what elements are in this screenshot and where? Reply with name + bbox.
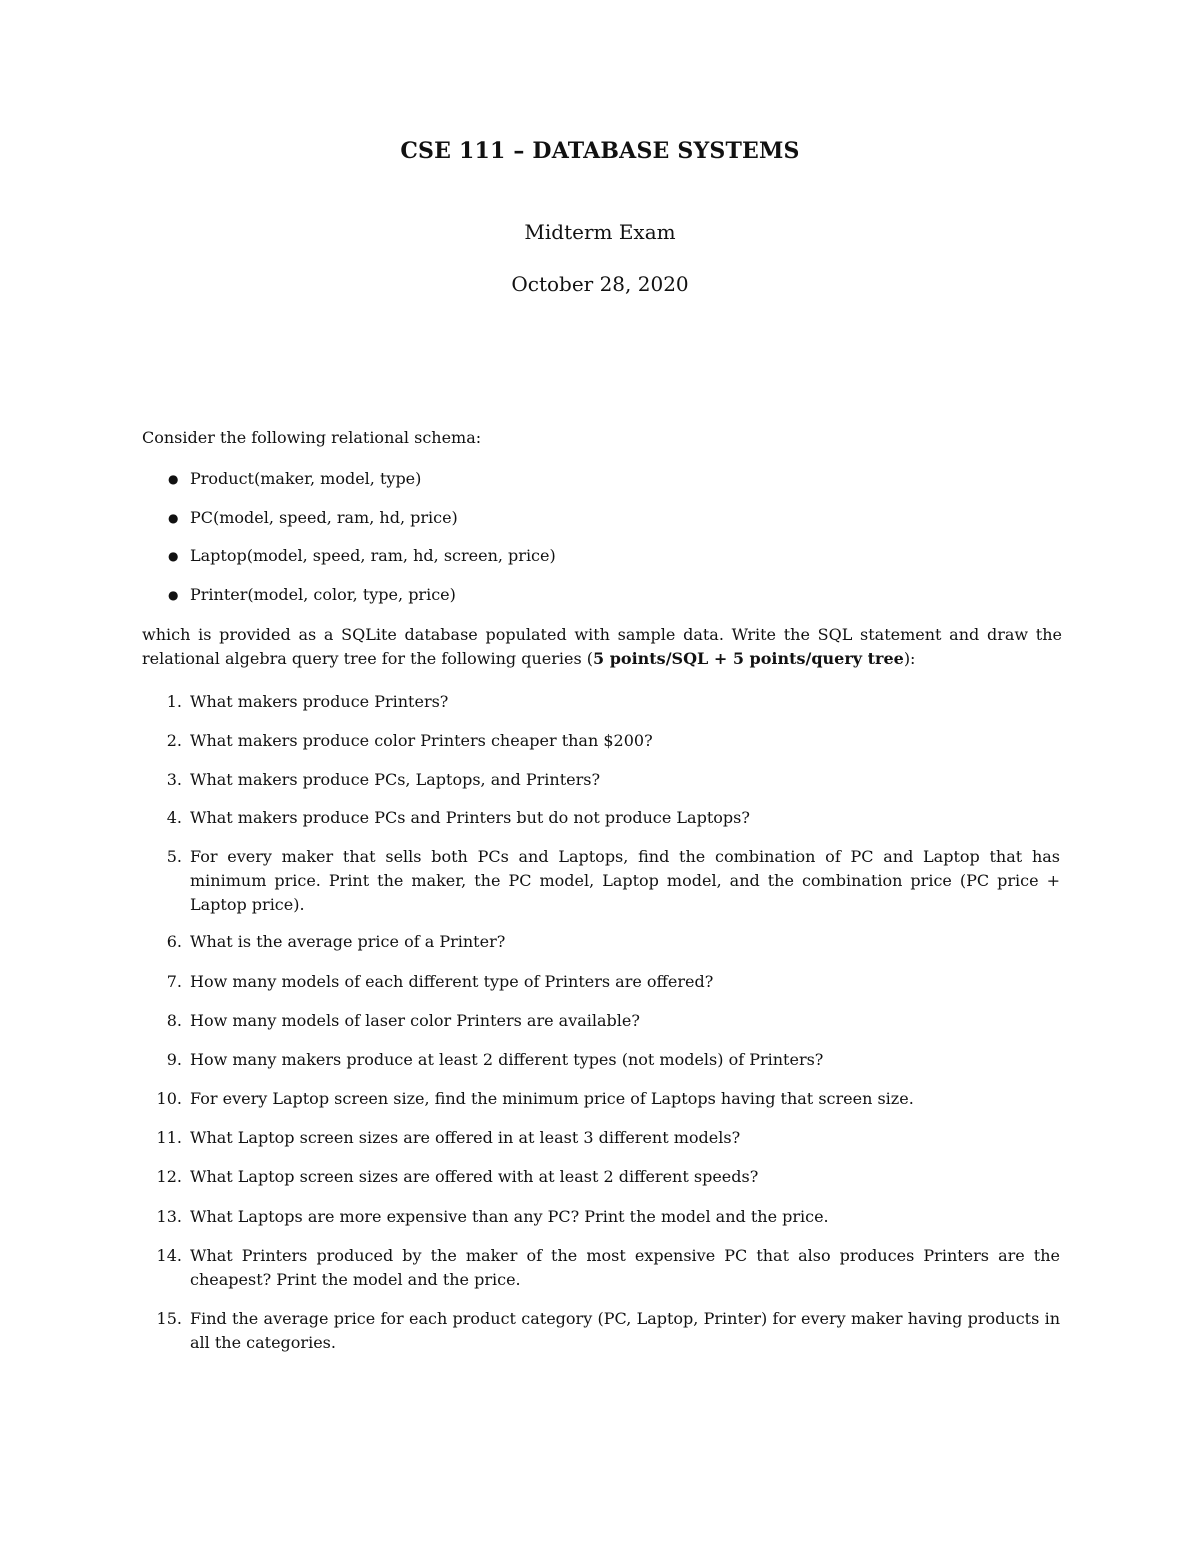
question-number: 8. xyxy=(166,1011,182,1030)
question-number: 12. xyxy=(156,1167,182,1186)
question-number: 11. xyxy=(156,1128,182,1147)
question-text: How many models of each different type of Printers are offered? xyxy=(190,972,714,991)
document-title: CSE 111 – DATABASE SYSTEMS xyxy=(400,138,800,164)
question-text: How many makers produce at least 2 different types (not models) of Printers? xyxy=(190,1050,824,1069)
question-item xyxy=(142,930,1060,954)
bullet-icon: ● xyxy=(168,588,179,602)
schema-item-text: Printer(model, color, type, price) xyxy=(190,585,456,604)
question-item xyxy=(142,690,1060,714)
schema-item xyxy=(168,506,458,530)
schema-item xyxy=(168,583,456,607)
question-text: For every Laptop screen size, find the minimum price of Laptops having that screen size. xyxy=(190,1089,914,1108)
question-number: 15. xyxy=(156,1309,182,1328)
instructions-text-before: which is provided as a SQLite database populated with sample data. Write the SQL statement and draw the relational algebra query tree for the following queries ( xyxy=(142,625,1062,668)
intro-text: Consider the following relational schema: xyxy=(142,428,482,447)
bullet-icon: ● xyxy=(168,511,179,525)
question-text: What is the average price of a Printer? xyxy=(190,932,506,951)
schema-item xyxy=(168,544,556,568)
question-text: What Laptops are more expensive than any PC? Print the model and the price. xyxy=(190,1207,829,1226)
question-item xyxy=(142,1009,1060,1033)
question-text: Find the average price for each product category (PC, Laptop, Printer) for every maker having products in all the categories. xyxy=(190,1309,1060,1352)
question-number: 7. xyxy=(166,972,182,991)
question-text: What Laptop screen sizes are offered with at least 2 different speeds? xyxy=(190,1167,759,1186)
question-text: What makers produce color Printers cheaper than $200? xyxy=(190,731,653,750)
question-number: 4. xyxy=(166,808,182,827)
question-number: 1. xyxy=(166,692,182,711)
question-item xyxy=(142,970,1060,994)
question-number: 9. xyxy=(166,1050,182,1069)
instructions-paragraph xyxy=(142,623,1062,671)
question-item xyxy=(142,845,1060,917)
schema-item-text: Laptop(model, speed, ram, hd, screen, price) xyxy=(190,546,556,565)
question-number: 5. xyxy=(166,847,182,866)
question-item xyxy=(142,1244,1060,1292)
question-number: 14. xyxy=(156,1246,182,1265)
question-item xyxy=(142,768,1060,792)
bullet-icon: ● xyxy=(168,549,179,563)
question-text: What Laptop screen sizes are offered in at least 3 different models? xyxy=(190,1128,741,1147)
instructions-text-after: ): xyxy=(903,649,916,668)
question-item xyxy=(142,1307,1060,1355)
question-number: 3. xyxy=(166,770,182,789)
question-number: 13. xyxy=(156,1207,182,1226)
schema-item-text: PC(model, speed, ram, hd, price) xyxy=(190,508,458,527)
exam-date: October 28, 2020 xyxy=(511,272,689,296)
question-text: What makers produce PCs and Printers but do not produce Laptops? xyxy=(190,808,750,827)
schema-item-text: Product(maker, model, type) xyxy=(190,469,422,488)
question-item xyxy=(142,806,1060,830)
question-item xyxy=(142,1205,1060,1229)
exam-subtitle: Midterm Exam xyxy=(524,220,676,244)
points-note: 5 points/SQL + 5 points/query tree xyxy=(593,649,904,668)
question-text: How many models of laser color Printers are available? xyxy=(190,1011,640,1030)
question-item xyxy=(142,1126,1060,1150)
question-item xyxy=(142,1165,1060,1189)
bullet-icon: ● xyxy=(168,472,179,486)
question-number: 6. xyxy=(166,932,182,951)
question-text: For every maker that sells both PCs and Laptops, find the combination of PC and Laptop that has minimum price. Print the maker, the PC model, Laptop model, and the combination price (PC price + Laptop price). xyxy=(190,847,1060,914)
question-text: What Printers produced by the maker of the most expensive PC that also produces Printers are the cheapest? Print the model and the price. xyxy=(190,1246,1060,1289)
schema-item xyxy=(168,467,421,491)
question-item xyxy=(142,729,1060,753)
question-text: What makers produce Printers? xyxy=(190,692,449,711)
question-item xyxy=(142,1048,1060,1072)
question-text: What makers produce PCs, Laptops, and Printers? xyxy=(190,770,601,789)
question-number: 2. xyxy=(166,731,182,750)
question-item xyxy=(142,1087,1060,1111)
question-number: 10. xyxy=(156,1089,182,1108)
